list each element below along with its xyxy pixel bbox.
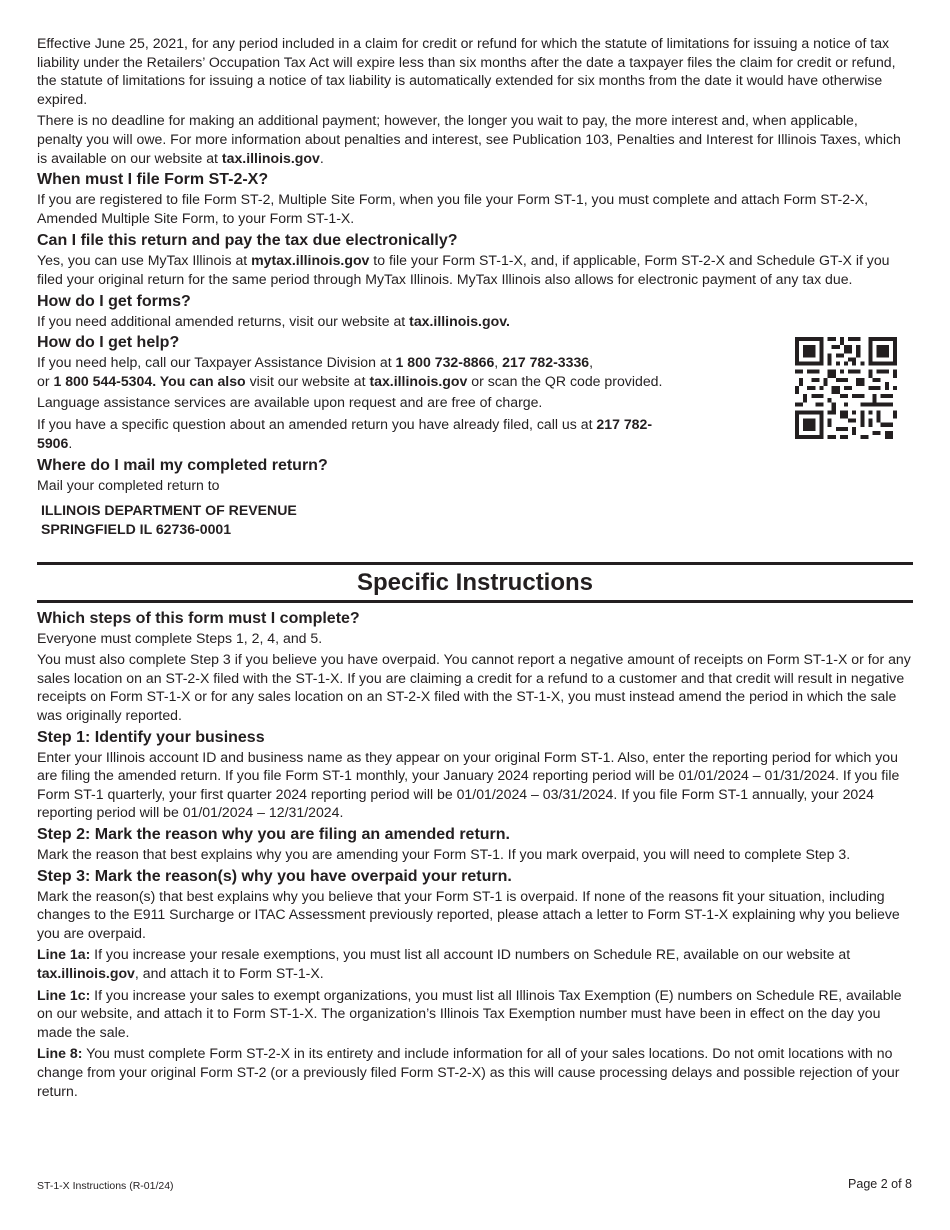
forms-heading: How do I get forms? [37, 292, 191, 310]
file-st2x-heading: When must I file Form ST-2-X? [37, 171, 269, 189]
line8-paragraph: Line 8: You must complete Form ST-2-X in its entirety and include information for all of your sales locations. Do not omit locations with no change from your original Form ST-2 (or a previously filed Form ST-2-X) as this will cause processing delays and possible rejection of your return. [37, 1045, 900, 1099]
page-number: Page 2 of 8 [848, 1177, 912, 1191]
step3-body: Mark the reason(s) that best explains why you believe that your Form ST-1 is overpaid. If none of the reasons fit your situation, including changes to the E911 Surcharge or ITAC Assessment previously reported, please attach a letter to Form ST-1-X explaining why you believe you are overpaid. [37, 887, 900, 941]
phone-1: 1 800 732-8866 [395, 354, 495, 371]
electronic-heading: Can I file this return and pay the tax due electronically? [37, 232, 458, 250]
address-line-2: SPRINGFIELD IL 62736-0001 [41, 520, 232, 537]
line1c-paragraph: Line 1c: If you increase your sales to exempt organizations, you must list all Illinois Tax Exemption (E) numbers on Schedule RE, available on our website, and attach it to Form ST-1-X. The organization’s Illinois Tax Exemption number must have been in effect on the day you made the sale. [37, 986, 902, 1040]
forms-body: If you need additional amended returns, visit our website at tax.illinois.gov. [37, 312, 510, 329]
steps-heading: Which steps of this form must I complete? [37, 609, 360, 627]
language-assistance: Language assistance services are available upon request and are free of charge. [37, 394, 543, 411]
line1a-paragraph: Line 1a: If you increase your resale exemptions, you must list all account ID numbers on Schedule RE, available on our website at tax.illinois.gov, and attach it to Form ST-1-X. [37, 946, 851, 981]
specific-instructions-title: Specific Instructions [37, 562, 913, 603]
step2-heading: Step 2: Mark the reason why you are filing an amended return. [37, 826, 510, 844]
line1a-website-link[interactable]: tax.illinois.gov [37, 965, 135, 981]
step3-heading: Step 3: Mark the reason(s) why you have overpaid your return. [37, 867, 512, 885]
form-identifier: ST-1-X Instructions (R-01/24) [37, 1180, 174, 1192]
steps-paragraph-2: You must also complete Step 3 if you believe you have overpaid. You cannot report a negative amount of receipts on Form ST-1-X or for any sales location on an ST-2-X filed with the ST-1-X. If you are claiming a credit for a refund to a customer and that credit will result in negative receipts on Form ST-1-X or for any sales location on an ST-2-X filed with the ST-1-X, you must instead amend the period in which the sale was originally reported. [37, 651, 911, 724]
help-heading: How do I get help? [37, 334, 180, 352]
instructions-page [37, 34, 913, 1103]
phone-4: 217 782-5906 [37, 415, 653, 451]
address-line-1: ILLINOIS DEPARTMENT OF REVENUE [41, 501, 297, 518]
specific-section [37, 609, 913, 1100]
step2-body: Mark the reason that best explains why you are amending your Form ST-1. If you mark overpaid, you will need to complete Step 3. [37, 846, 851, 863]
forms-website-link[interactable]: tax.illinois.gov. [409, 312, 510, 329]
intro-section [37, 34, 907, 167]
mytax-link[interactable]: mytax.illinois.gov [251, 252, 370, 269]
mailing-address [41, 501, 913, 539]
payment-paragraph: There is no deadline for making an additional payment; however, the longer you wait to pay, the more interest and, when applicable, penalty you will owe. For more information about penalties and interest, see Publication 103, Penalties and Interest for Illinois Taxes, which is available on our website at tax.illinois.gov. [37, 112, 901, 166]
qr-code-icon[interactable] [795, 337, 897, 439]
steps-paragraph-1: Everyone must complete Steps 1, 2, 4, and 5. [37, 629, 323, 646]
website-link[interactable]: tax.illinois.gov [221, 149, 320, 166]
help-phone-paragraph: If you need help, call our Taxpayer Assistance Division at 1 800 732-8866, 217 782-3336, or 1 800 544-5304. You can also visit our website at tax.illinois.gov or scan the QR code provided. [37, 354, 663, 389]
amended-question-paragraph: If you have a specific question about an amended return you have already filed, call us at 217 782-5906. [37, 415, 653, 451]
phone-3: 1 800 544-5304. You can also [53, 372, 246, 389]
file-st2x-body: If you are registered to file Form ST-2, Multiple Site Form, when you file your Form ST-1, you must complete and attach Form ST-2-X, Amended Multiple Site Form, to your Form ST-1-X. [37, 191, 869, 226]
step1-heading: Step 1: Identify your business [37, 728, 265, 746]
step1-body: Enter your Illinois account ID and business name as they appear on your original Form ST-1. Also, enter the reporting period for which you are filing the amended return. If you file Form ST-1 monthly, your January 2024 reporting period will be 01/01/2024 – 01/31/2024. If you file Form ST-1 quarterly, your first quarter 2024 reporting period will be 01/01/2024 – 03/31/2024. If you file Form ST-1 annually, your 2024 reporting period will be 01/01/2024 – 12/31/2024. [37, 748, 900, 821]
mail-body: Mail your completed return to [37, 477, 220, 494]
help-website-link[interactable]: tax.illinois.gov [369, 372, 468, 389]
electronic-body: Yes, you can use MyTax Illinois at mytax.illinois.gov to file your Form ST-1-X, and, if applicable, Form ST-2-X and Schedule GT-X if you filed your original return for the same period through MyTax Illinois. MyTax Illinois also allows for electronic payment of any tax due. [37, 252, 890, 287]
mail-heading: Where do I mail my completed return? [37, 457, 328, 475]
limitations-paragraph: Effective June 25, 2021, for any period included in a claim for credit or refund for which the statute of limitations for issuing a notice of tax liability under the Retailers’ Occupation Tax Act will expire less than six months after the date a taxpayer files the claim for credit or refund, the statute of limitations for issuing a notice of tax liability is automatically extended for six months from the date it would have otherwise expired. [37, 35, 896, 107]
help-section [37, 333, 913, 452]
phone-2: 217 782-3336 [502, 354, 590, 371]
